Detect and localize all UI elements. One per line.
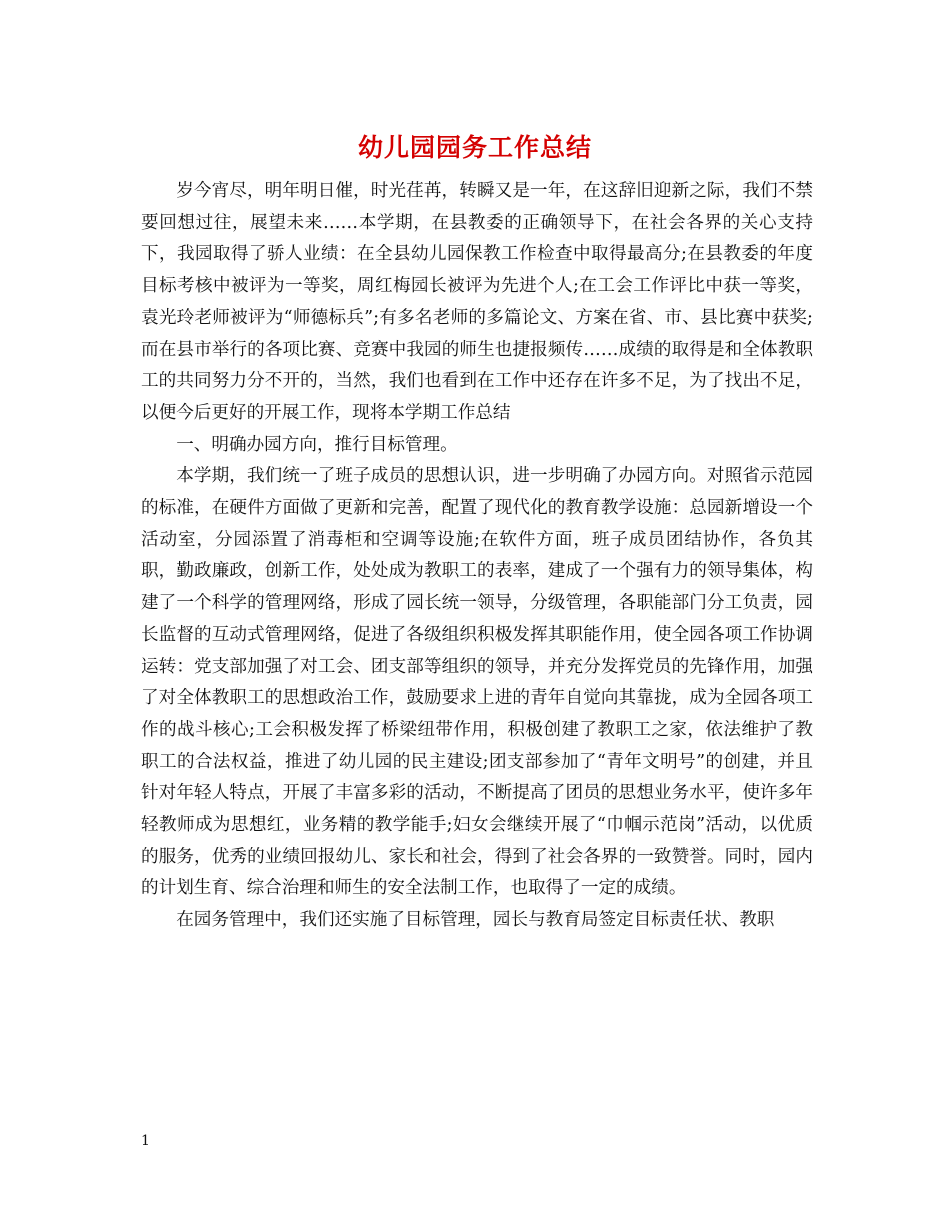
document-title: 幼儿园园务工作总结 bbox=[357, 133, 592, 162]
paragraph-intro: 岁今宵尽，明年明日催，时光荏苒，转瞬又是一年，在这辞旧迎新之际，我们不禁要回想过往，展望未来……本学期，在县教委的正确领导下，在社会各界的关心支持下，我园取得了骄人业绩：在全县幼儿园保教工作检查中取得最高分;在县教委的年度目标考核中被评为一等奖，周红梅园长被评为先进个人;在工会工作评比中获一等奖，袁光玲老师被评为“师德标兵”;有多名老师的多篇论文、方案在省、市、县比赛中获奖;而在县市举行的各项比赛、竞赛中我园的师生也捷报频传……成绩的取得是和全体教职工的共同努力分不开的，当然，我们也看到在工作中还存在许多不足，为了找出不足，以便今后更好的开展工作，现将本学期工作总结 bbox=[141, 181, 813, 423]
section-heading-1: 一、明确办园方向，推行目标管理。 bbox=[176, 434, 458, 455]
paragraph-section-1: 本学期，我们统一了班子成员的思想认识，进一步明确了办园方向。对照省示范园的标准，在硬件方面做了更新和完善，配置了现代化的教育教学设施：总园新增设一个活动室，分园添置了消毒柜和空调等设施;在软件方面，班子成员团结协作，各负其职，勤政廉政，创新工作，处处成为教职工的表率，建成了一个强有力的领导集体，构建了一个科学的管理网络，形成了园长统一领导，分级管理，各职能部门分工负责，园长监督的互动式管理网络，促进了各级组织积极发挥其职能作用，使全园各项工作协调运转：党支部加强了对工会、团支部等组织的领导，并充分发挥党员的先锋作用，加强了对全体教职工的思想政治工作，鼓励要求上进的青年自觉向其靠拢，成为全园各项工作的战斗核心;工会积极发挥了桥梁纽带作用，积极创建了教职工之家，依法维护了教职工的合法权益，推进了幼儿园的民主建设;团支部参加了“青年文明号”的创建，并且针对年轻人特点，开展了丰富多彩的活动，不断提高了团员的思想业务水平，使许多年轻教师成为思想红，业务精的教学能手;妇女会继续开展了“巾帼示范岗”活动，以优质的服务，优秀的业绩回报幼儿、家长和社会，得到了社会各界的一致赞誉。同时，园内的计划生育、综合治理和师生的安全法制工作，也取得了一定的成绩。 bbox=[141, 466, 813, 899]
page-number: 1 bbox=[141, 1133, 150, 1149]
document-body bbox=[141, 176, 813, 937]
paragraph-management: 在园务管理中，我们还实施了目标管理，园长与教育局签定目标责任状、教职 bbox=[176, 910, 775, 931]
